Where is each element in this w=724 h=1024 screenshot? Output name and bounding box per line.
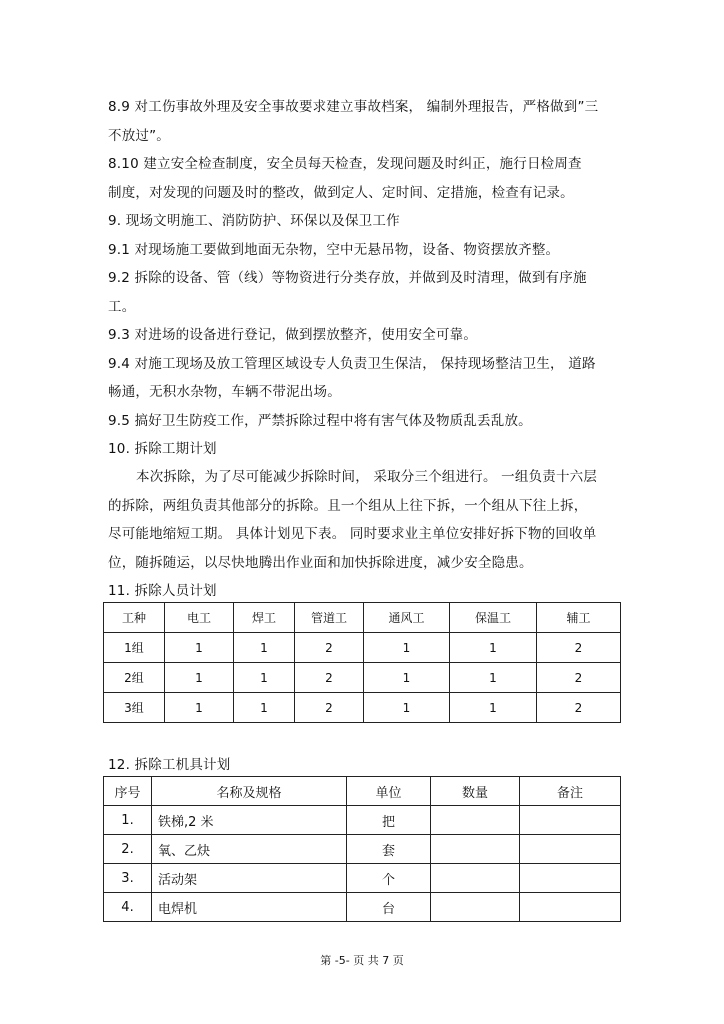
table-cell: 2	[537, 633, 621, 663]
table-row	[104, 893, 621, 922]
paragraph-line: 畅通，无积水杂物，车辆不带泥出场。	[108, 384, 341, 400]
paragraph-line: 9.2 拆除的设备、管（线）等物资进行分类存放，并做到及时清理，做到有序施	[108, 270, 587, 286]
table-cell: 2.	[104, 835, 152, 864]
table-cell: 1.	[104, 806, 152, 835]
paragraph-line: 本次拆除，为了尽可能减少拆除时间， 采取分三个组进行。 一组负责十六层	[136, 469, 598, 485]
table-header-cell: 备注	[520, 777, 621, 806]
table-cell	[520, 893, 621, 922]
table-cell: 1组	[104, 633, 165, 663]
table-header-cell: 数量	[431, 777, 520, 806]
paragraph-line: 9.4 对施工现场及放工管理区域设专人负责卫生保洁， 保持现场整洁卫生， 道路	[108, 356, 596, 372]
table-header-cell: 名称及规格	[152, 777, 347, 806]
table-header-cell: 保温工	[450, 603, 537, 633]
table-cell: 1	[364, 633, 450, 663]
paragraph-line: 尽可能地缩短工期。 具体计划见下表。 同时要求业主单位安排好拆下物的回收单	[108, 526, 597, 542]
table-cell: 4.	[104, 893, 152, 922]
table-cell: 2	[295, 633, 364, 663]
section-heading: 12. 拆除工机具计划	[108, 757, 231, 773]
table-cell	[431, 806, 520, 835]
paragraph-line: 工。	[108, 299, 136, 315]
table-cell: 1	[234, 633, 295, 663]
table-header-cell: 辅工	[537, 603, 621, 633]
table-cell: 1	[165, 633, 234, 663]
section-heading: 11. 拆除人员计划	[108, 583, 217, 599]
table-cell: 2	[537, 663, 621, 693]
page-footer: 第 -5- 页 共 7 页	[320, 954, 404, 967]
table-cell: 3.	[104, 864, 152, 893]
table-row	[104, 663, 621, 693]
table-cell: 氧、乙炔	[152, 835, 347, 864]
table-cell: 2	[537, 693, 621, 723]
table-cell: 套	[347, 835, 431, 864]
paragraph-line: 9.1 对现场施工要做到地面无杂物，空中无悬吊物，设备、物资摆放齐整。	[108, 242, 560, 258]
table-cell	[520, 806, 621, 835]
table-header-cell: 焊工	[234, 603, 295, 633]
table-cell: 活动架	[152, 864, 347, 893]
table-header-cell: 通风工	[364, 603, 450, 633]
table-cell: 台	[347, 893, 431, 922]
table-header-cell: 序号	[104, 777, 152, 806]
table-cell: 1	[165, 663, 234, 693]
table-cell	[520, 835, 621, 864]
table-row	[104, 864, 621, 893]
paragraph-line: 9.5 搞好卫生防疫工作，严禁拆除过程中将有害气体及物质乱丢乱放。	[108, 413, 532, 429]
paragraph-line: 的拆除，两组负责其他部分的拆除。且一个组从上往下拆，一个组从下往上拆，	[108, 498, 588, 514]
table-header-cell: 单位	[347, 777, 431, 806]
table-cell: 铁梯,2 米	[152, 806, 347, 835]
table-header-row	[104, 777, 621, 806]
table-cell: 3组	[104, 693, 165, 723]
table-cell	[431, 835, 520, 864]
table-cell: 1	[450, 693, 537, 723]
staff-plan-table	[103, 602, 621, 723]
table-cell: 1	[364, 693, 450, 723]
table-cell: 1	[234, 693, 295, 723]
paragraph-line: 8.9 对工伤事故外理及安全事故要求建立事故档案， 编制外理报告，严格做到”三	[108, 99, 599, 115]
table-cell: 2组	[104, 663, 165, 693]
paragraph-line: 不放过”。	[108, 128, 170, 144]
table-cell: 个	[347, 864, 431, 893]
table-cell: 1	[450, 633, 537, 663]
table-cell: 1	[165, 693, 234, 723]
table-cell: 1	[234, 663, 295, 693]
table-cell: 2	[295, 663, 364, 693]
table-header-cell: 电工	[165, 603, 234, 633]
tools-plan-table	[103, 776, 621, 922]
table-row	[104, 806, 621, 835]
paragraph-line: 位，随拆随运，以尽快地腾出作业面和加快拆除进度，减少安全隐患。	[108, 555, 533, 571]
table-cell: 电焊机	[152, 893, 347, 922]
table-row	[104, 633, 621, 663]
table-cell: 把	[347, 806, 431, 835]
table-cell: 1	[364, 663, 450, 693]
table-cell: 2	[295, 693, 364, 723]
table-row	[104, 693, 621, 723]
paragraph-line: 9.3 对进场的设备进行登记，做到摆放整齐，使用安全可靠。	[108, 327, 478, 343]
section-heading: 9. 现场文明施工、消防防护、环保以及保卫工作	[108, 213, 400, 229]
table-header-cell: 管道工	[295, 603, 364, 633]
section-heading: 10. 拆除工期计划	[108, 441, 217, 457]
table-row	[104, 835, 621, 864]
paragraph-line: 制度，对发现的问题及时的整改，做到定人、定时间、定措施，检查有记录。	[108, 185, 574, 201]
paragraph-line: 8.10 建立安全检查制度，安全员每天检查，发现问题及时纠正，施行日检周查	[108, 156, 582, 172]
table-header-cell: 工种	[104, 603, 165, 633]
table-cell	[431, 893, 520, 922]
table-cell: 1	[450, 663, 537, 693]
table-cell	[431, 864, 520, 893]
table-header-row	[104, 603, 621, 633]
table-cell	[520, 864, 621, 893]
